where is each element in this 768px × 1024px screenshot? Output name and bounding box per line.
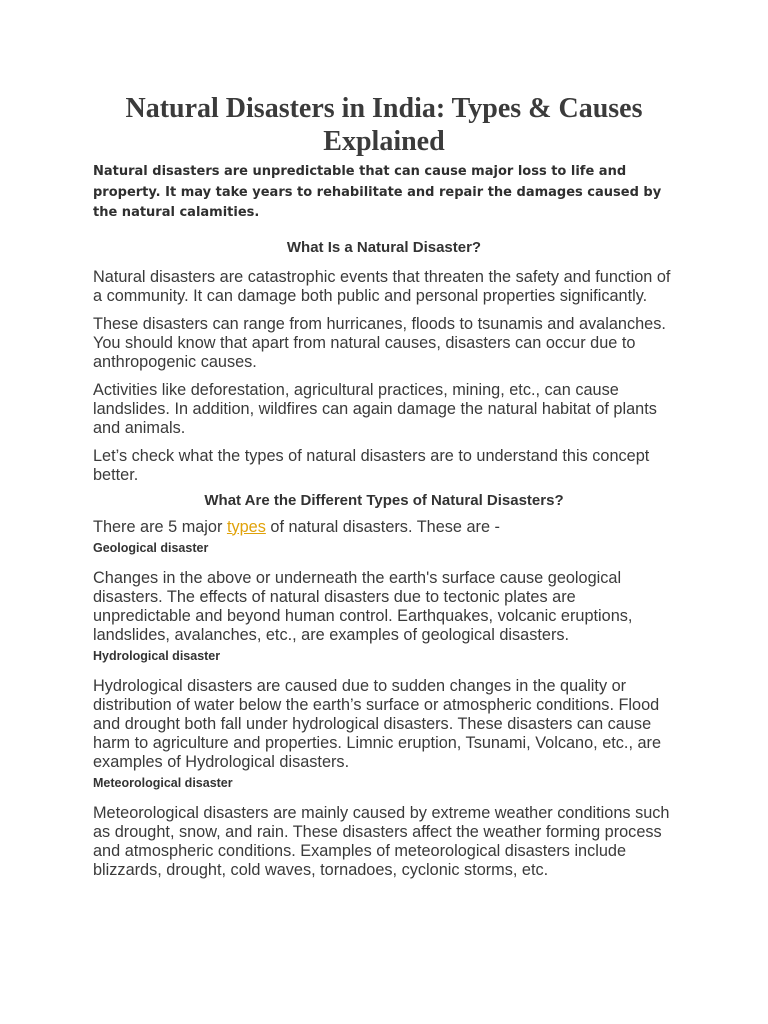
paragraph-transition: Let’s check what the types of natural disasters are to understand this concept better. bbox=[93, 446, 650, 484]
subheading-hydrological: Hydrological disaster bbox=[93, 648, 221, 663]
types-intro-after: of natural disasters. These are - bbox=[265, 517, 500, 536]
subheading-meteorological: Meteorological disaster bbox=[93, 775, 233, 790]
paragraph-definition: Natural disasters are catastrophic events that threaten the safety and function of a community. It can damage both public and personal properties significantly. bbox=[93, 267, 671, 305]
page-title: Natural Disasters in India: Types & Causes Explained bbox=[125, 93, 643, 157]
paragraph-range: These disasters can range from hurricanes, floods to tsunamis and avalanches. You should know that apart from natural causes, disasters can occur due to anthropogenic causes. bbox=[93, 314, 666, 371]
types-link[interactable]: types bbox=[226, 517, 266, 536]
paragraph-hydrological: Hydrological disasters are caused due to sudden changes in the quality or distribution of water below the earth’s surface or atmospheric conditions. Flood and drought both fall under hydrological disasters. These disasters can cause harm to agriculture and properties. Limnic eruption, Tsunami, Volcano, etc., are examples of Hydrological disasters. bbox=[93, 676, 662, 771]
section-heading-types: What Are the Different Types of Natural Disasters? bbox=[204, 491, 564, 509]
types-intro bbox=[93, 518, 675, 537]
paragraph-geological: Changes in the above or underneath the earth's surface cause geological disasters. The effects of natural disasters due to tectonic plates are unpredictable and beyond human control. Earthquakes, volcanic eruptions, landslides, avalanches, etc., are examples of geological disasters. bbox=[93, 568, 633, 644]
lead-paragraph: Natural disasters are unpredictable that can cause major loss to life and property. It may take years to rehabilitate and repair the damages caused by the natural calamities. bbox=[93, 164, 662, 220]
paragraph-activities: Activities like deforestation, agricultural practices, mining, etc., can cause landslides. In addition, wildfires can again damage the natural habitat of plants and animals. bbox=[93, 380, 657, 437]
paragraph-meteorological: Meteorological disasters are mainly caused by extreme weather conditions such as drought, snow, and rain. These disasters affect the weather forming process and atmospheric conditions. Examples of meteorological disasters include blizzards, drought, cold waves, tornadoes, cyclonic storms, etc. bbox=[93, 803, 670, 879]
types-intro-before: There are 5 major bbox=[93, 517, 227, 536]
subheading-geological: Geological disaster bbox=[93, 540, 209, 555]
section-heading-what-is: What Is a Natural Disaster? bbox=[286, 238, 482, 256]
